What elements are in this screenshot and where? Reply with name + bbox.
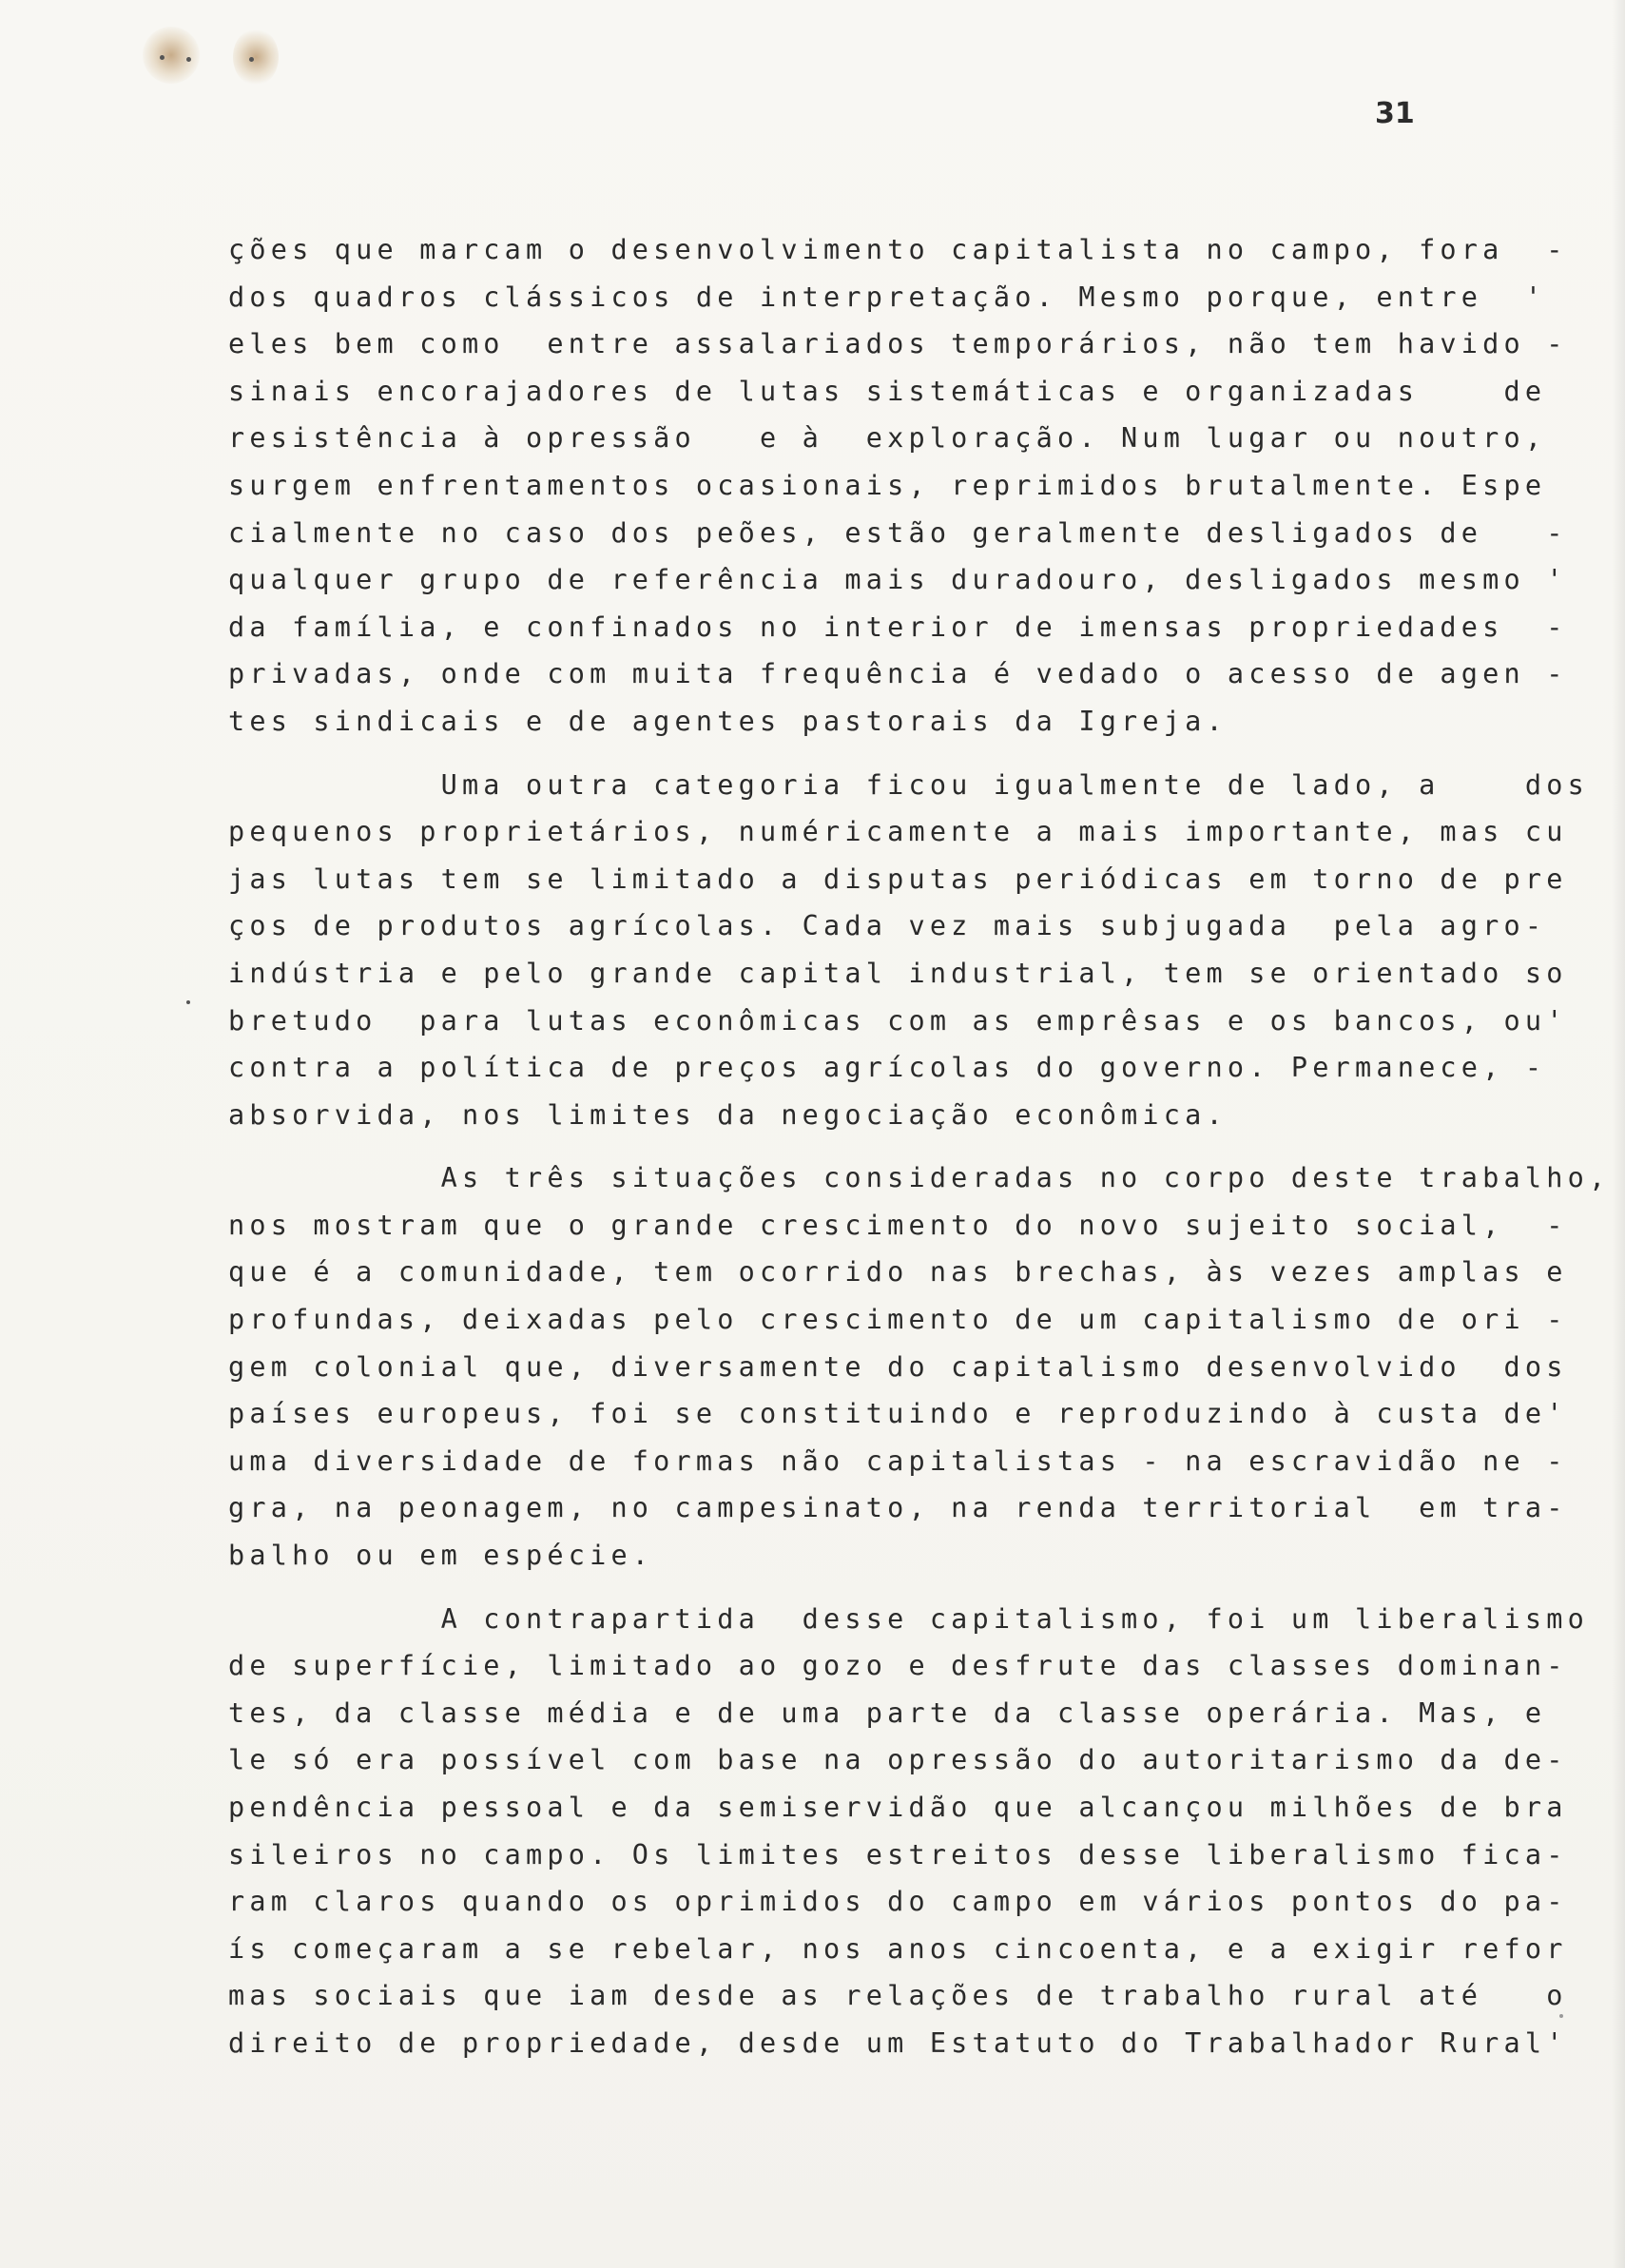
- text-line: ís começaram a se rebelar, nos anos cincoenta, e a exigir refor: [228, 1932, 1568, 1965]
- paragraph-1: [228, 226, 1568, 746]
- text-line: ram claros quando os oprimidos do campo em vários pontos do pa-: [228, 1886, 1568, 1918]
- text-line: cialmente no caso dos peões, estão geralmente desligados de -: [228, 516, 1568, 549]
- text-line: le só era possível com base na opressão do autoritarismo da de-: [228, 1744, 1568, 1776]
- stain-mark: [143, 27, 200, 84]
- speck-mark: [1559, 2014, 1563, 2018]
- speck-mark: [186, 57, 191, 62]
- text-line: tes sindicais e de agentes pastorais da Igreja.: [228, 705, 1228, 737]
- paragraph-4: [228, 1596, 1589, 2067]
- text-line: As três situações consideradas no corpo deste trabalho,: [228, 1162, 1611, 1194]
- speck-mark: [186, 1000, 190, 1004]
- text-line: nos mostram que o grande crescimento do novo sujeito social, -: [228, 1209, 1568, 1241]
- paragraph-gap: [228, 746, 1426, 762]
- body-text: [228, 226, 1611, 2067]
- text-line: balho ou em espécie.: [228, 1540, 654, 1572]
- text-line: contra a política de preços agrícolas do governo. Permanece, -: [228, 1052, 1547, 1084]
- stain-mark: [233, 29, 279, 86]
- text-line: sileiros no campo. Os limites estreitos desse liberalismo fica-: [228, 1838, 1568, 1871]
- text-line: gem colonial que, diversamente do capitalismo desenvolvido dos: [228, 1350, 1568, 1383]
- text-line: de superfície, limitado ao gozo e desfrute das classes dominan-: [228, 1650, 1568, 1682]
- page-edge-shadow: [1612, 0, 1625, 2268]
- speck-mark: [249, 57, 254, 62]
- text-line: qualquer grupo de referência mais duradouro, desligados mesmo ': [228, 564, 1568, 596]
- paragraph-gap: [228, 1138, 1426, 1154]
- text-line: mas sociais que iam desde as relações de trabalho rural até o: [228, 1980, 1568, 2012]
- text-line: indústria e pelo grande capital industrial, tem se orientado so: [228, 957, 1568, 989]
- text-line: surgem enfrentamentos ocasionais, reprimidos brutalmente. Espe: [228, 469, 1547, 501]
- text-line: privadas, onde com muita frequência é vedado o acesso de agen -: [228, 658, 1568, 690]
- text-line: dos quadros clássicos de interpretação. Mesmo porque, entre ': [228, 281, 1547, 313]
- paragraph-3: [228, 1154, 1611, 1579]
- text-line: jas lutas tem se limitado a disputas periódicas em torno de pre: [228, 863, 1568, 895]
- paragraph-gap: [228, 1580, 1426, 1596]
- text-line: bretudo para lutas econômicas com as emprêsas e os bancos, ou': [228, 1004, 1568, 1037]
- page-number: 31: [1375, 97, 1415, 130]
- text-line: ços de produtos agrícolas. Cada vez mais subjugada pela agro-: [228, 910, 1547, 942]
- text-line: países europeus, foi se constituindo e reproduzindo à custa de': [228, 1398, 1568, 1430]
- text-line: gra, na peonagem, no campesinato, na renda territorial em tra-: [228, 1492, 1568, 1524]
- text-line: A contrapartida desse capitalismo, foi um liberalismo: [228, 1602, 1589, 1635]
- text-line: sinais encorajadores de lutas sistemáticas e organizadas de: [228, 375, 1547, 407]
- text-line: que é a comunidade, tem ocorrido nas brechas, às vezes amplas e: [228, 1256, 1568, 1289]
- text-line: da família, e confinados no interior de imensas propriedades -: [228, 611, 1568, 643]
- paragraph-2: [228, 762, 1589, 1139]
- text-line: pequenos proprietários, numéricamente a mais importante, mas cu: [228, 816, 1568, 848]
- text-line: uma diversidade de formas não capitalistas - na escravidão ne -: [228, 1444, 1568, 1477]
- text-line: absorvida, nos limites da negociação econômica.: [228, 1098, 1228, 1131]
- text-line: profundas, deixadas pelo crescimento de um capitalismo de ori -: [228, 1304, 1568, 1336]
- text-line: eles bem como entre assalariados temporários, não tem havido -: [228, 328, 1568, 360]
- text-line: direito de propriedade, desde um Estatuto do Trabalhador Rural': [228, 2026, 1568, 2059]
- text-line: Uma outra categoria ficou igualmente de lado, a dos: [228, 768, 1589, 801]
- speck-mark: [160, 55, 164, 60]
- text-line: resistência à opressão e à exploração. Num lugar ou noutro,: [228, 422, 1547, 455]
- text-line: tes, da classe média e de uma parte da classe operária. Mas, e: [228, 1696, 1547, 1729]
- text-line: pendência pessoal e da semiservidão que alcançou milhões de bra: [228, 1792, 1568, 1823]
- text-line: ções que marcam o desenvolvimento capitalista no campo, fora -: [228, 234, 1568, 265]
